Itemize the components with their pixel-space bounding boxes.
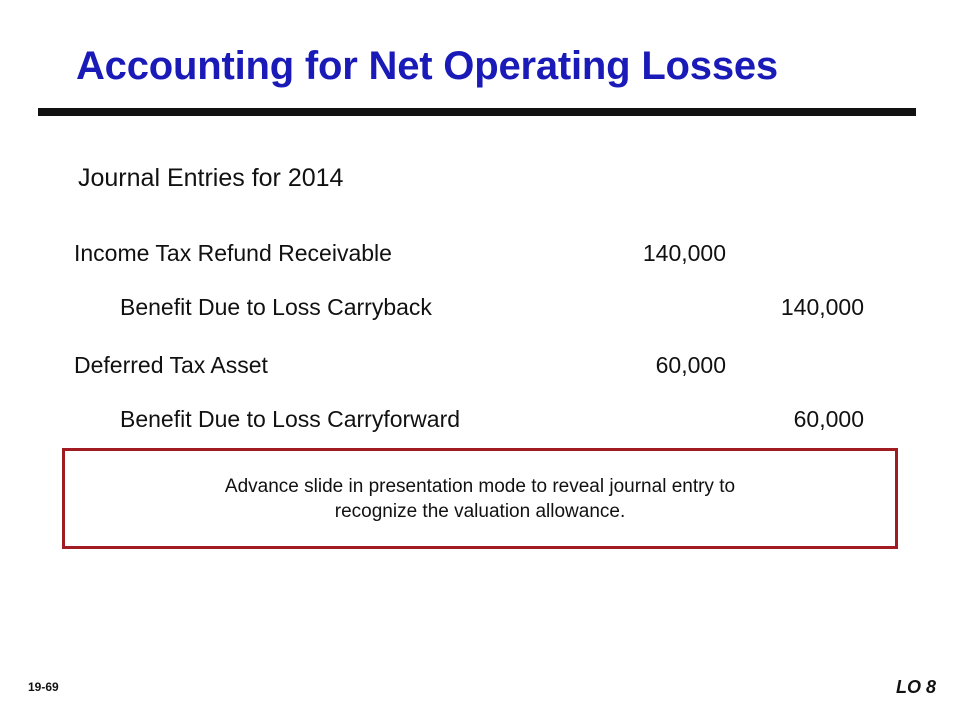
- instruction-note-box: [62, 448, 898, 549]
- credit-amount: 60,000: [793, 406, 864, 432]
- instruction-note-line: recognize the valuation allowance.: [334, 500, 626, 522]
- slide-title: Accounting for Net Operating Losses: [76, 44, 778, 88]
- debit-amount: 140,000: [642, 240, 726, 266]
- account-name: Benefit Due to Loss Carryforward: [120, 406, 461, 432]
- title-divider: [38, 108, 916, 116]
- instruction-note-line: Advance slide in presentation mode to reveal journal entry to: [224, 475, 736, 497]
- account-name: Deferred Tax Asset: [74, 352, 268, 378]
- account-name: Benefit Due to Loss Carryback: [120, 294, 432, 320]
- slide-number: 19-69: [28, 680, 59, 694]
- account-name: Income Tax Refund Receivable: [74, 240, 392, 266]
- debit-amount: 60,000: [655, 352, 726, 378]
- learning-objective-label: LO 8: [895, 677, 936, 697]
- journal-entries-heading: Journal Entries for 2014: [78, 164, 344, 192]
- credit-amount: 140,000: [780, 294, 864, 320]
